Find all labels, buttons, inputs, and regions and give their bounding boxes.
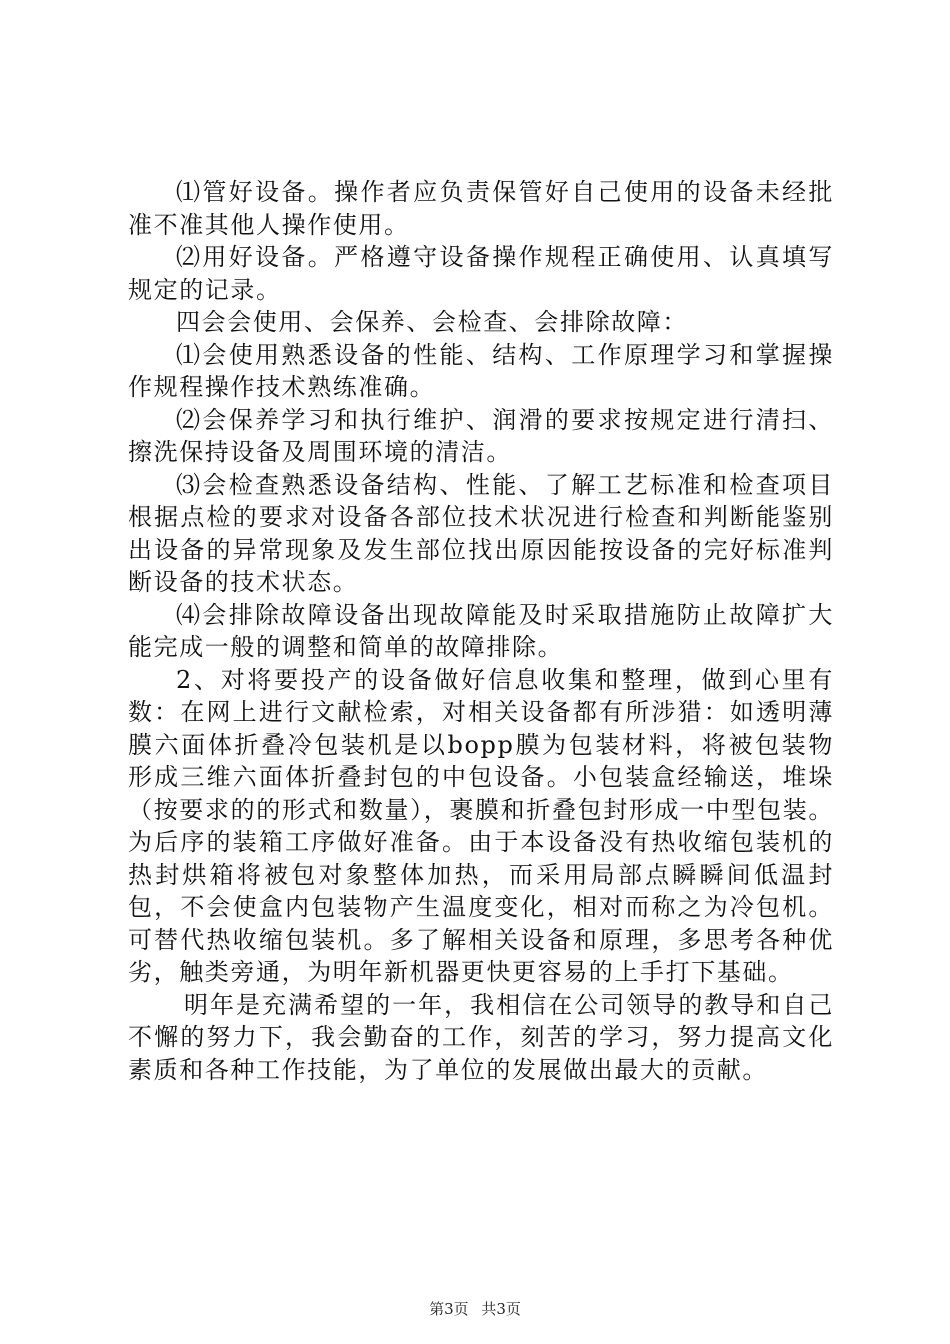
paragraph-7: ⑷会排除故障设备出现故障能及时采取措施防止故障扩大能完成一般的调整和简单的故障排除。 (128, 600, 834, 661)
page-footer (0, 1299, 950, 1319)
paragraph-5: ⑵会保养学习和执行维护、润滑的要求按规定进行清扫、擦洗保持设备及周围环境的清洁。 (128, 405, 834, 466)
paragraph-6: ⑶会检查熟悉设备结构、性能、了解工艺标准和检查项目根据点检的要求对设备各部位技术状况进行检查和判断能鉴别出设备的异常现象及发生部位找出原因能按设备的完好标准判断设备的技术状态。 (128, 470, 834, 596)
paragraph-8: 2、对将要投产的设备做好信息收集和整理，做到心里有数：在网上进行文献检索，对相关设备都有所涉猎：如透明薄膜六面体折叠冷包装机是以bopp膜为包装材料，将被包装物形成三维六面体折叠封包的中包设备。小包装盒经输送，堆垛（按要求的的形式和数量），裹膜和折叠包封形成一中型包装。为后序的装箱工序做好准备。由于本设备没有热收缩包装机的热封烘箱将被包对象整体加热，而采用局部点瞬瞬间低温封包，不会使盒内包装物产生温度变化，相对而称之为冷包机。可替代热收缩包装机。多了解相关设备和原理，多思考各种优劣，触类旁通，为明年新机器更快更容易的上手打下基础。 (128, 665, 834, 986)
page-number-current: 第3页 (429, 1300, 469, 1318)
paragraph-2: ⑵用好设备。严格遵守设备操作规程正确使用、认真填写规定的记录。 (128, 243, 834, 304)
page-number-total: 共3页 (481, 1300, 521, 1318)
paragraph-3: 四会会使用、会保养、会检查、会排除故障： (176, 308, 688, 336)
document-body (128, 176, 834, 1086)
paragraph-9: 明年是充满希望的一年，我相信在公司领导的教导和自己不懈的努力下，我会勤奋的工作，刻苦的学习，努力提高文化素质和各种工作技能，为了单位的发展做出最大的贡献。 (128, 990, 834, 1084)
paragraph-4: ⑴会使用熟悉设备的性能、结构、工作原理学习和掌握操作规程操作技术熟练准确。 (128, 340, 834, 401)
paragraph-1: ⑴管好设备。操作者应负责保管好自己使用的设备未经批准不准其他人操作使用。 (128, 178, 834, 239)
